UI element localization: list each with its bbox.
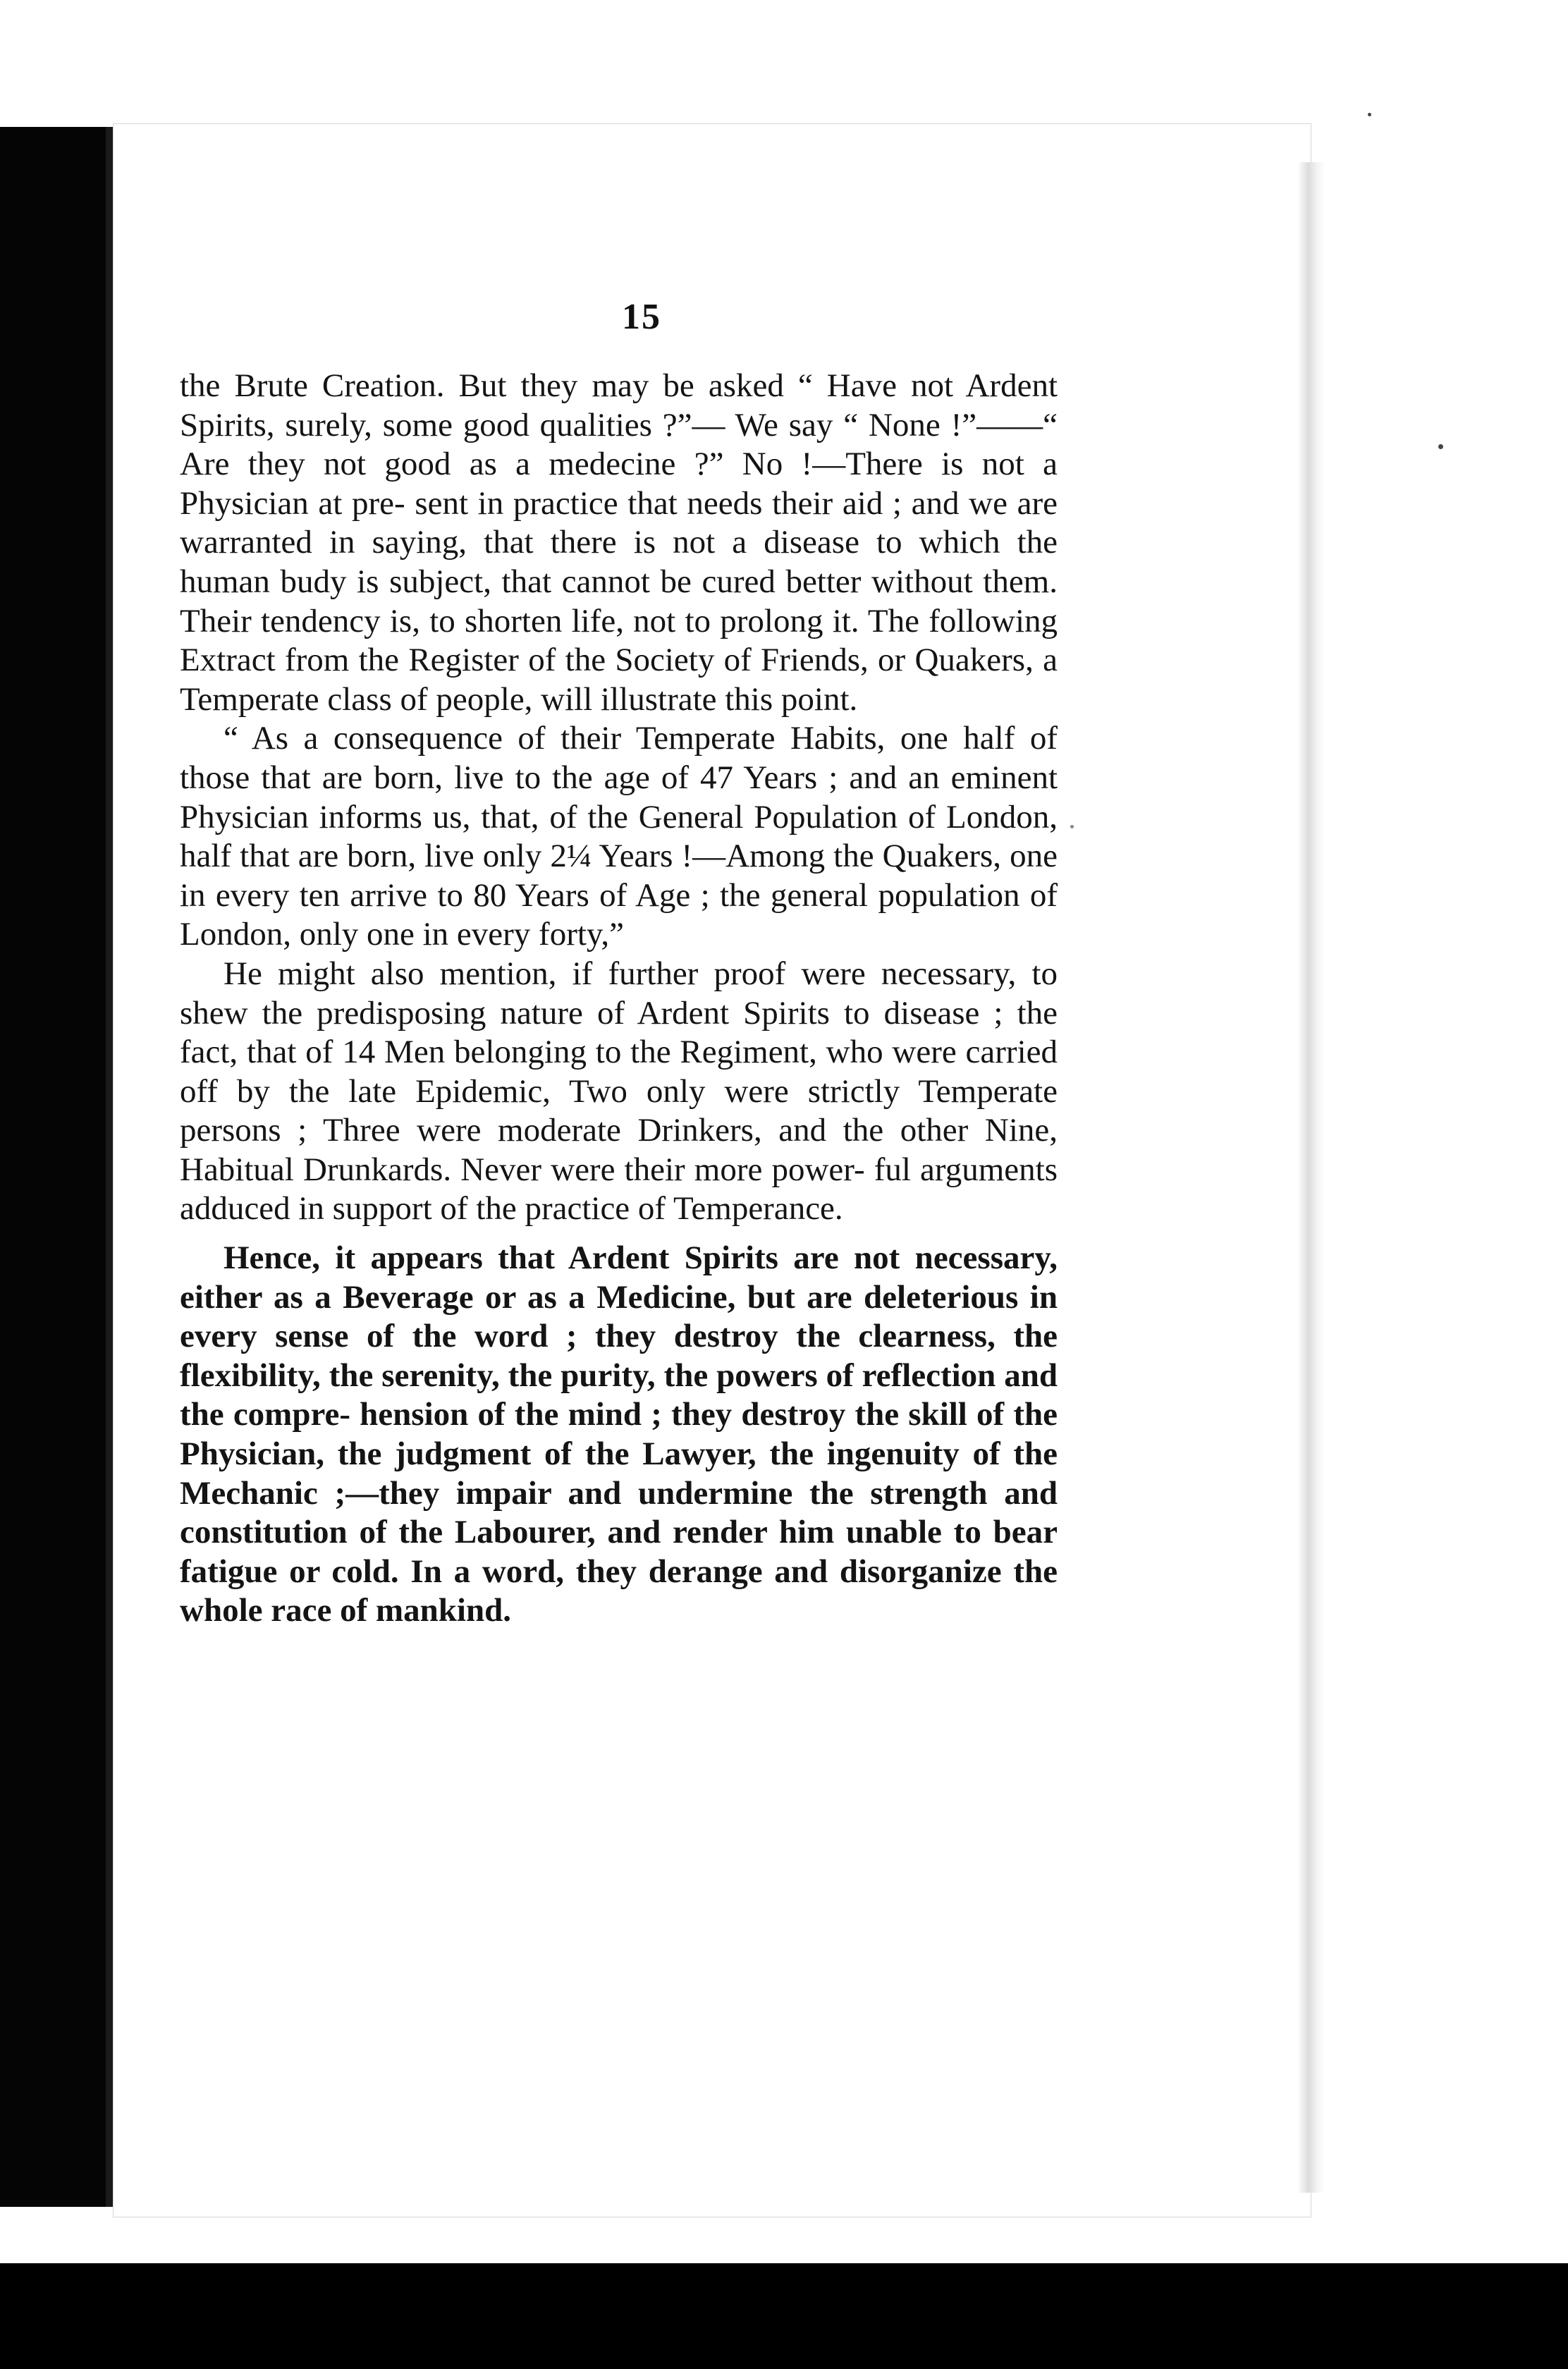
previous-page-edge (106, 127, 113, 2207)
paragraph-quaker-quote: “ As a consequence of their Temperate Habits, one half of those that are born, live to the age of 47 Years ; and an eminent Physician informs us, that, of the General Population of London, half that are born, live only 2¼ Years !—Among the Quakers, one in every ten arrive to 80 Years of Age ; the general population of London, only one in every forty,” (180, 720, 1058, 953)
paragraph-brute-creation: the Brute Creation. But they may be asked “ Have not Ardent Spirits, surely, some good qualities ?”— We say “ None !”——“ Are they not good as a medecine ?” No !—There is not a Physician at pre- sent in practice that needs their aid ; and we are warranted in saying, that there is not a disease to which the human budy is subject, that cannot be cured better without them. Their tendency is, to shorten life, not to prolong it. The following Extract from the Register of the Society of Friends, or Quakers, a Temperate class of people, will illustrate this point. (180, 367, 1058, 718)
page-number: 15 (622, 297, 661, 337)
page-fold-edge (1297, 162, 1325, 2193)
scanner-bottom-band (0, 2263, 1568, 2369)
previous-page-shadow (0, 127, 106, 2207)
scan-speck (1070, 825, 1074, 828)
page-body-text (180, 367, 1058, 1631)
scan-speck (1368, 113, 1371, 116)
paragraph-conclusion: Hence, it appears that Ardent Spirits are not necessary, either as a Beverage or as a Medicine, but are deleterious in every sense of the word ; they destroy the clearness, the flexibility, the serenity, the purity, the powers of reflection and the compre- hension of the mind ; they destroy the skill of the Physician, the judgment of the Lawyer, the ingenuity of the Mechanic ;—they impair and undermine the strength and constitution of the Labourer, and render him unable to bear fatigue or cold. In a word, they derange and disorganize the whole race of mankind. (180, 1239, 1058, 1629)
paragraph-regiment: He might also mention, if further proof were necessary, to shew the predisposing nature of Ardent Spirits to disease ; the fact, that of 14 Men belonging to the Regiment, who were carried off by the late Epidemic, Two only were strictly Temperate persons ; Three were moderate Drinkers, and the other Nine, Habitual Drunkards. Never were their more power- ful arguments adduced in support of the practice of Temperance. (180, 955, 1058, 1228)
scan-speck (1438, 444, 1443, 449)
